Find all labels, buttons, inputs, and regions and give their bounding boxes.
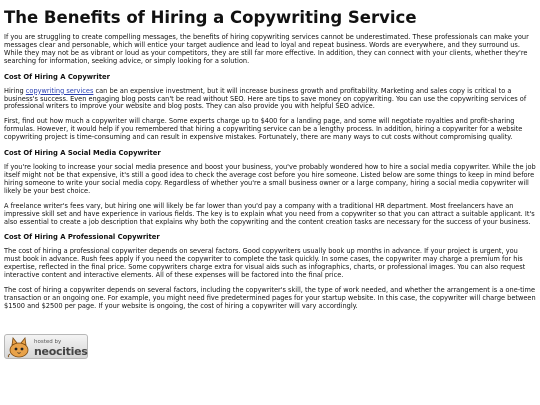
section-heading-copywriter: Cost Of Hiring A Copywriter	[4, 72, 110, 81]
section-heading-professional: Cost Of Hiring A Professional Copywriter	[4, 233, 160, 242]
section-copywriter-paragraph-2: First, find out how much a copywriter will charge. Some experts charge up to $400 for a landing page, and some will negotiate royalties and profit-sharing formulas. However, it would help if you remembered that hiring a copywriting service can be a lengthy process. In addition, hiring a copywriter for a website copywriting project is time-consuming and can result in expensive mistakes. Fortunately, there are many ways to cut costs without compromising quality.	[4, 117, 523, 142]
section-heading-social-media: Cost Of Hiring A Social Media Copywriter	[4, 149, 161, 158]
section-copywriter-paragraph-1: Hiring copywriting services can be an expensive investment, but it will increase business growth and profitability. Marketing and sales copy is critical to a business's success. Even engaging blog posts can't be read without SEO. Here are tips to save money on copywriting. You can use the copywriting services of professional writers to improve your website and blog posts. They can also provide you with helpful SEO advice.	[4, 86, 527, 111]
neocities-cat-icon	[7, 336, 31, 358]
section-professional-paragraph-2: The cost of hiring a copywriter depends on several factors, including the copywriter's skill, the type of work needed, and whether the arrangement is a one-time transaction or an ongoing one. For example, you might need five predetermined pages for your startup website. In this case, the copywriter will charge between $1500 and $2500 per page. If your website is ongoing, the cost of hiring a copywriter will vary accordingly.	[4, 286, 536, 310]
section-social-media-paragraph-2: A freelance writer's fees vary, but hiring one will likely be far lower than you'd pay a company with a traditional HR department. Most freelancers have an impressive skill set and have experience in various fields. The key is to explain what you need from a copywriter so that you can attract a suitable applicant. It's also essential to create a job description that explains why both the copywriting and the content creation tasks are necessary for the success of your business.	[4, 201, 535, 226]
badge-label	[34, 338, 87, 356]
hosted-by-neocities-badge[interactable]	[4, 334, 88, 359]
badge-hosted-by-text: hosted by	[34, 338, 62, 345]
section-professional-paragraph-1: The cost of hiring a professional copywriter depends on several factors. Good copywriters usually book up months in advance. If your project is urgent, you must book in advance. Rush fees apply if you need the copywriter to complete the task quickly. In some cases, the copywriter may charge a premium for his expertise, reflected in the final price. Some copywriters charge extra for visual aids such as infographics, charts, or professional images. You can also request interactive content and interactive elements. All of these expenses will be factored into the final price.	[4, 247, 526, 280]
section-social-media-paragraph-1: If you're looking to increase your social media presence and boost your business, you've probably wondered how to hire a social media copywriter. While the job itself might not be that expensive, it's still a good idea to check the average cost before you hire someone. Listed below are some things to keep in mind before hiring someone to write your social media copy. Regardless of whether you're a small business owner or a large company, hiring a social media copywriter will likely be your best choice.	[4, 163, 536, 195]
copywriting-services-link[interactable]: copywriting services	[25, 86, 94, 95]
badge-neocities-text: neocities	[34, 344, 88, 358]
page-title: The Benefits of Hiring a Copywriting Service	[4, 8, 417, 27]
intro-paragraph: If you are struggling to create compelling messages, the benefits of hiring copywriting services cannot be underestimated. These professionals can make your messages clear and personable, which will entice your target audience and lead to loyal and repeat business. Words are everywhere, and they surround us. While they may not be as vibrant or loud as your competitors, they are still far more effective. In addition, they can connect with your clients, whether they're searching for information, seeking advice, or simply looking for a solution.	[4, 33, 529, 65]
